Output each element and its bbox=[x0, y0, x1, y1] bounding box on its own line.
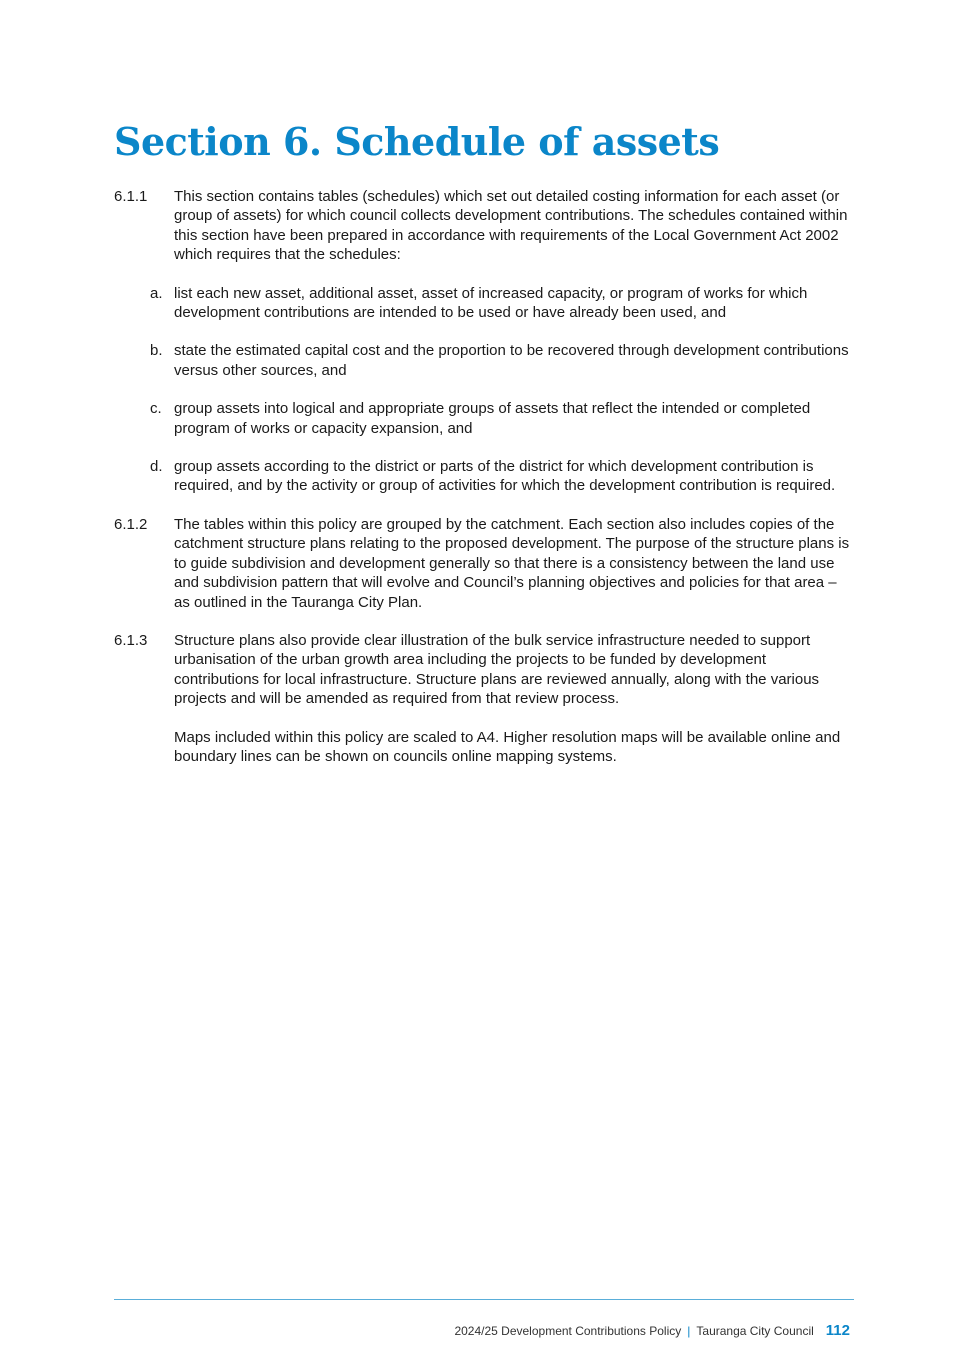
clause-text bbox=[174, 187, 854, 265]
list-item-letter: b. bbox=[150, 342, 163, 360]
paragraph: This section contains tables (schedules) which set out detailed costing information for each asset (or group of assets) for which council collects development contributions. The schedules contained within this section have been prepared in accordance with requirements of the Local Government Act 2002 which requires that the schedules: bbox=[174, 188, 848, 264]
footer-organisation: Tauranga City Council bbox=[696, 1324, 814, 1338]
clause-number: 6.1.2 bbox=[114, 515, 148, 533]
list-item bbox=[114, 284, 854, 323]
paragraph: Structure plans also provide clear illustration of the bulk service infrastructure needed to support urbanisation of the urban growth area including the projects to be funded by development contributions for local infrastructure. Structure plans are reviewed annually, along with the various projects and will be amended as required from that review process. bbox=[174, 631, 820, 708]
list-item-letter: d. bbox=[150, 458, 163, 476]
paragraph: The tables within this policy are grouped by the catchment. Each section also includes copies of the catchment structure plans relating to the proposed development. The purpose of the structure plans is to guide subdivision and development generally so that there is a consistency between the land use and subdivision pattern that will evolve and Council’s planning objectives and policies for that area – as outlined in the Tauranga City Plan. bbox=[174, 515, 850, 611]
requirements-list bbox=[114, 284, 854, 496]
list-item-letter: a. bbox=[150, 284, 163, 302]
clause-text bbox=[174, 631, 854, 766]
clause-text bbox=[174, 515, 854, 612]
footer-divider bbox=[114, 1299, 854, 1300]
clause-6-1-1 bbox=[114, 187, 854, 265]
clause-number: 6.1.1 bbox=[114, 188, 148, 205]
clause-6-1-2 bbox=[114, 515, 854, 612]
clause-number: 6.1.3 bbox=[114, 631, 148, 649]
list-item bbox=[114, 457, 854, 496]
list-item bbox=[114, 399, 854, 438]
footer-document-title: 2024/25 Development Contributions Policy bbox=[454, 1324, 682, 1338]
page-footer bbox=[454, 1321, 850, 1341]
list-item-letter: c. bbox=[150, 400, 162, 418]
list-item-text: group assets according to the district or parts of the district for which development contribution is required, and by the activity or group of activities for which the development contribution is required. bbox=[174, 458, 836, 495]
list-item-text: state the estimated capital cost and the proportion to be recovered through development contributions versus other sources, and bbox=[174, 342, 849, 379]
list-item-text: list each new asset, additional asset, asset of increased capacity, or program of works for which development contributions are intended to be used or have already been used, and bbox=[174, 284, 808, 322]
list-item bbox=[114, 341, 854, 380]
list-item-text: group assets into logical and appropriate groups of assets that reflect the intended or completed program of works or capacity expansion, and bbox=[174, 400, 811, 437]
footer-separator: | bbox=[687, 1324, 691, 1338]
paragraph: Maps included within this policy are scaled to A4. Higher resolution maps will be available online and boundary lines can be shown on councils online mapping systems. bbox=[174, 728, 841, 765]
page-number: 112 bbox=[825, 1322, 850, 1339]
clause-6-1-3 bbox=[114, 631, 854, 766]
document-body bbox=[114, 187, 854, 766]
page-title: Section 6. Schedule of assets bbox=[114, 119, 720, 164]
